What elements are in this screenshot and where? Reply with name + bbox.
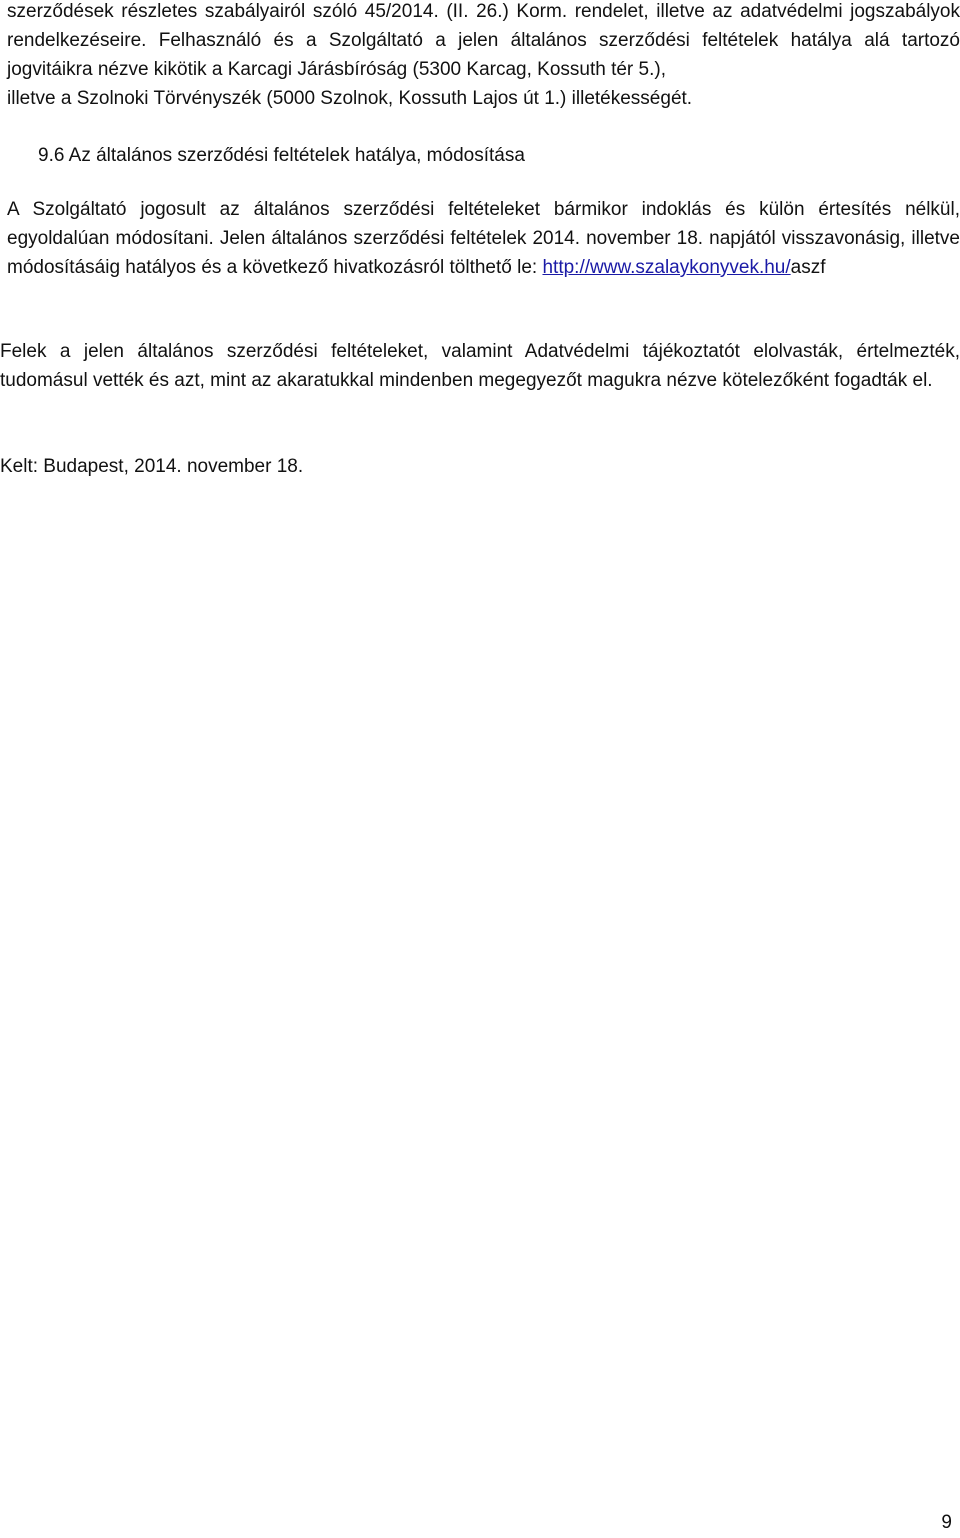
paragraph-modification [7, 195, 960, 282]
paragraph-jurisdiction [7, 0, 960, 113]
paragraph-jurisdiction-last-line: illetve a Szolnoki Törvényszék (5000 Szolnok, Kossuth Lajos út 1.) illetékességét. [7, 88, 693, 109]
page-number: 9 [941, 1512, 952, 1533]
paragraph-agreement: Felek a jelen általános szerződési feltételeket, valamint Adatvédelmi tájékoztatót elolvasták, értelmezték, tudomásul vették és azt, mint az akaratukkal mindenben megegyezőt magukra nézve kötelezőként fogadták el. [0, 341, 960, 391]
section-heading: 9.6 Az általános szerződési feltételek hatálya, módosítása [38, 145, 525, 166]
terms-link[interactable]: http://www.szalaykonyvek.hu/ [542, 257, 791, 278]
paragraph-jurisdiction-text: szerződések részletes szabályairól szóló 45/2014. (II. 26.) Korm. rendelet, illetve az adatvédelmi jogszabályok rendelkezéseire. Felhasználó és a Szolgáltató a jelen általános szerződési feltételek hatálya alá tartozó jogvitáikra nézve kikötik a Karcagi Járásbíróság (5300 Karcag, Kossuth tér 5.), [7, 1, 960, 80]
paragraph-modification-text: A Szolgáltató jogosult az általános szerződési feltételeket bármikor indoklás és külön értesítés nélkül, egyoldalúan módosítani. Jelen általános szerződési feltételek 2014. november 18. napjától visszavonásig, illetve módosításáig hatályos és a következő hivatkozásról tölthető le: [7, 199, 960, 278]
terms-link-suffix: aszf [790, 257, 826, 278]
signature-line: Kelt: Budapest, 2014. november 18. [0, 456, 304, 477]
